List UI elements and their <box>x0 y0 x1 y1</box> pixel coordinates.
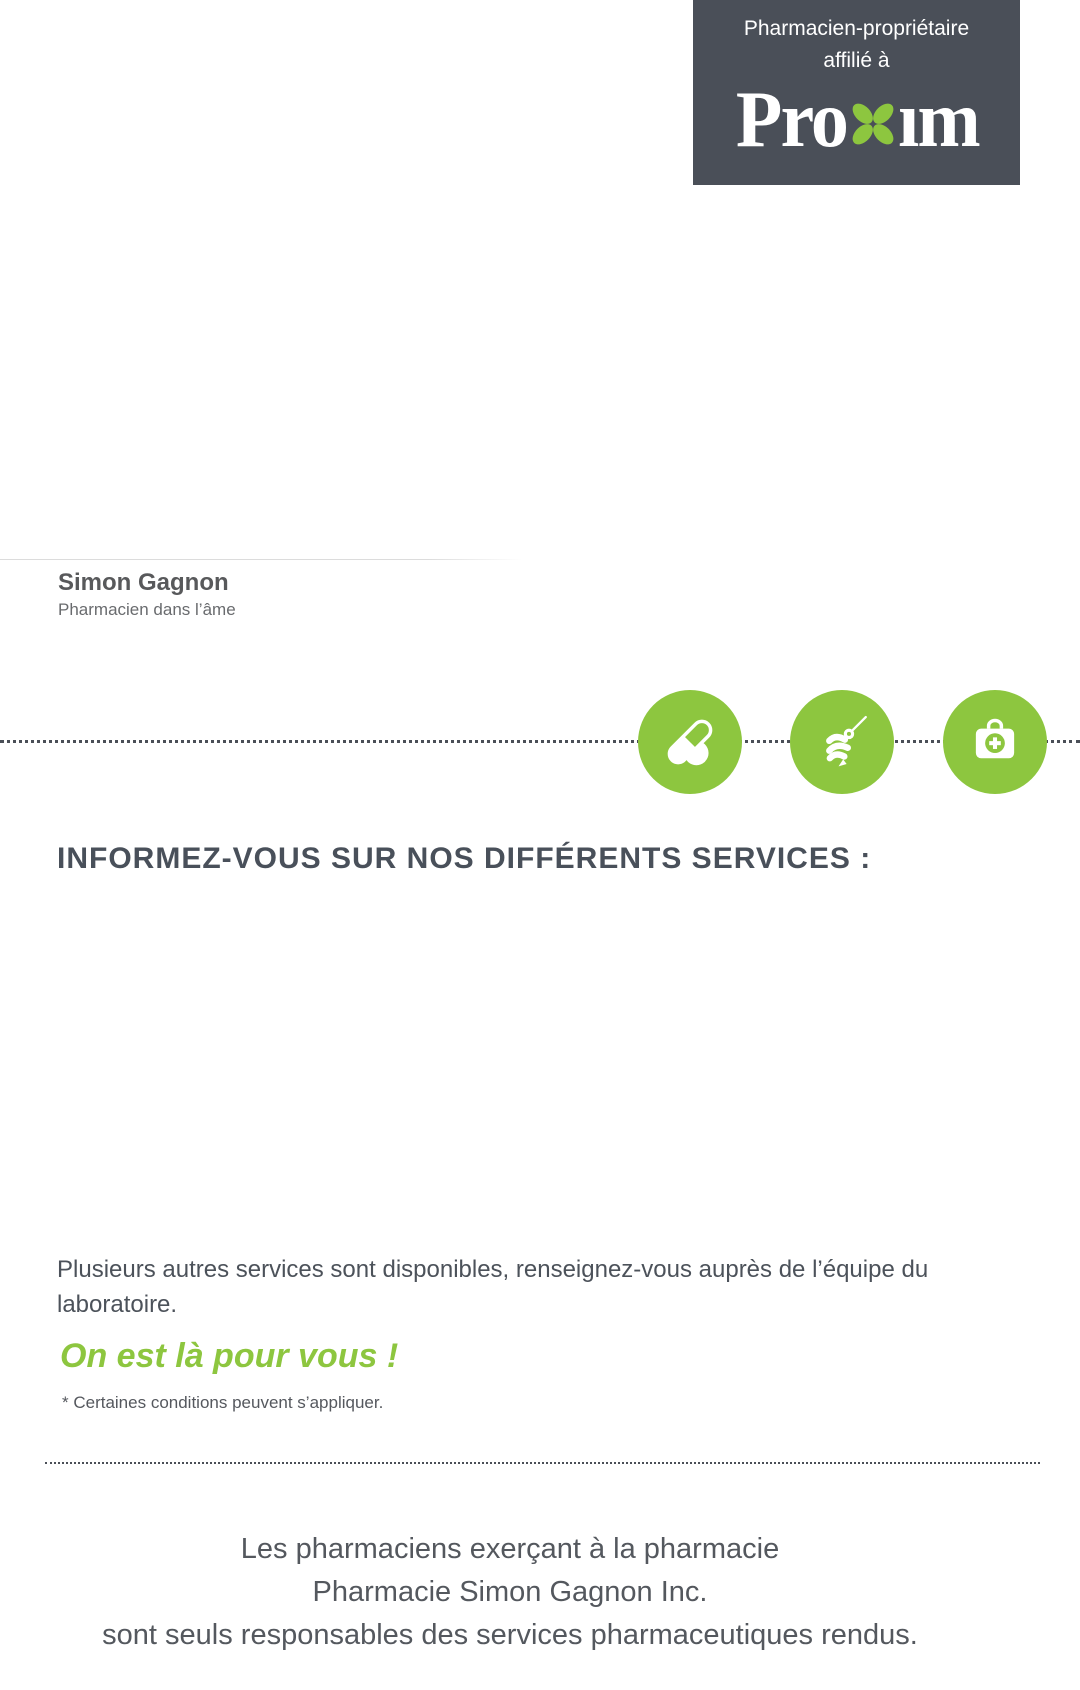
pharmacist-name: Simon Gagnon <box>58 569 229 596</box>
legal-footer-line-1: Les pharmaciens exerçant à la pharmacie <box>240 1533 780 1565</box>
tagline: On est là pour vous ! <box>60 1337 399 1375</box>
service-badge-bandage <box>790 690 894 794</box>
bandage-spiral-icon <box>813 713 871 771</box>
services-paragraph-line-2: laboratoire. <box>57 1291 178 1318</box>
dotted-divider-top <box>0 740 1080 743</box>
legal-footer <box>0 1528 1020 1657</box>
pill-capsule-icon <box>661 713 719 771</box>
proxim-x-leaf-icon <box>844 95 902 153</box>
first-aid-kit-icon <box>966 713 1024 771</box>
service-badge-first-aid <box>943 690 1047 794</box>
affiliation-line-2: affilié à <box>823 49 890 72</box>
legal-footer-line-2: Pharmacie Simon Gagnon Inc. <box>312 1576 708 1608</box>
pharmacist-title: Pharmacien dans l’âme <box>58 600 236 619</box>
service-badge-pill <box>638 690 742 794</box>
signature-divider <box>0 559 522 560</box>
affiliation-line-1: Pharmacien-propriétaire <box>743 17 970 40</box>
legal-footer-line-3: sont seuls responsables des services pharmaceutiques rendus. <box>102 1619 918 1651</box>
conditions-disclaimer: * Certaines conditions peuvent s’appliquer. <box>62 1393 384 1412</box>
services-heading: INFORMEZ-VOUS SUR NOS DIFFÉRENTS SERVICES : <box>57 842 872 875</box>
services-paragraph <box>57 1252 1017 1322</box>
affiliation-box <box>693 0 1020 185</box>
services-paragraph-line-1: Plusieurs autres services sont disponibles, renseignez-vous auprès de l’équipe du <box>57 1256 929 1283</box>
dotted-divider-bottom <box>45 1462 1040 1464</box>
proxim-logo <box>693 78 1020 162</box>
proxim-logo-text-post: ım <box>897 76 979 164</box>
proxim-logo-text-pre: Pro <box>735 76 847 164</box>
